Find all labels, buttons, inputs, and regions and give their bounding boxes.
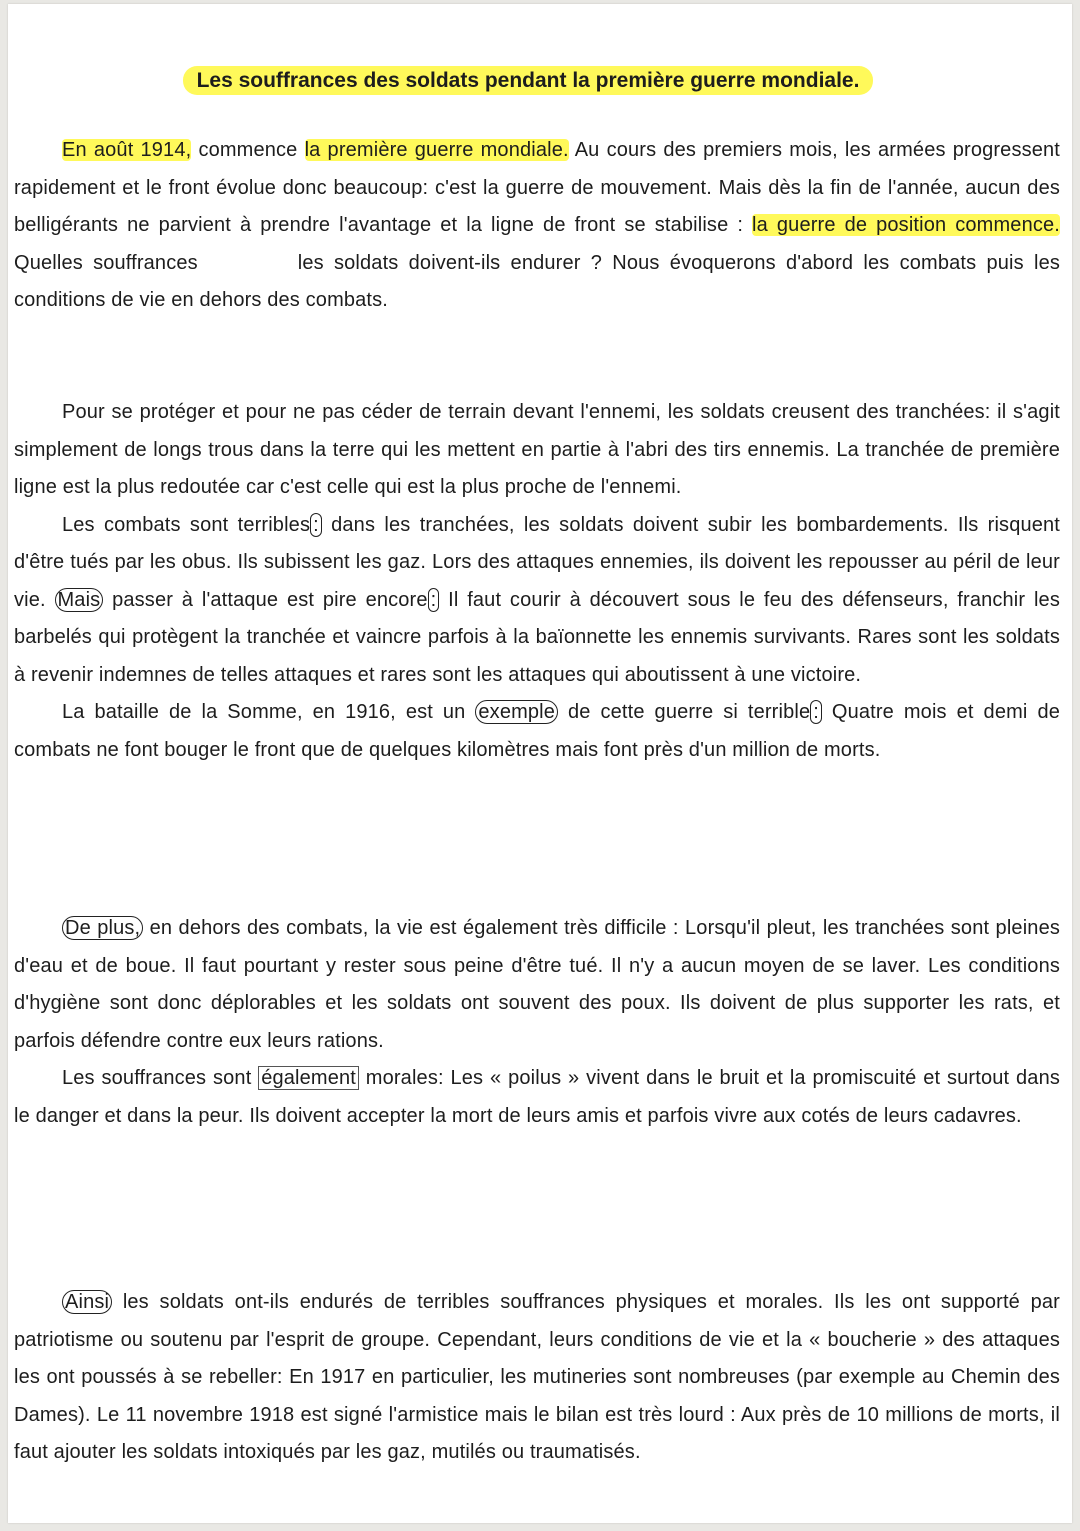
part1-paragraph-2: Les combats sont terribles : dans les tranchées, les soldats doivent subir les bombardements. Ils risquent d'être tués par les obus. Ils subissent les gaz. Lors des attaques ennemies, ils doivent les repousser au péril de leur vie. Mais passer à l'attaque est pire encore : Il faut courir à découvert sous le feu des défenseurs, franchir les barbelés qui protègent la tranchée et vaincre parfois à la baïonnette les ennemis survivants. Rares sont les soldats à revenir indemnes de telles attaques et rares sont les attaques qui aboutissent à une victoire.	[14, 513, 1060, 686]
boxed-egalement: également	[258, 1066, 359, 1090]
highlight-date: En août 1914,	[62, 139, 192, 161]
document-page	[8, 4, 1072, 1523]
circled-mais: Mais	[55, 588, 104, 612]
part1-paragraph-3: La bataille de la Somme, en 1916, est un exemple de cette guerre si terrible : Quatre mois et demi de combats ne font bouger le front que de quelques kilomètres mais font près d'un million de morts.	[14, 701, 1060, 761]
circled-colon-3: :	[810, 700, 822, 724]
circled-colon-2: :	[428, 588, 440, 612]
highlight-position: la guerre de position commence.	[752, 214, 1060, 236]
conclusion-paragraph: Ainsi les soldats ont-ils endurés de terribles souffrances physiques et morales. Ils les ont supporté par patriotisme ou soutenu par l'esprit de groupe. Cependant, leurs conditions de vie et la « boucherie » des attaques les ont poussés à se rebeller: En 1917 en particulier, les mutineries sont nombreuses (par exemple au Chemin des Dames). Le 11 novembre 1918 est signé l'armistice mais le bilan est très lourd : Aux près de 10 millions de morts, il faut ajouter les soldats intoxiqués par les gaz, mutilés ou traumatisés.	[14, 1291, 1060, 1463]
circled-ainsi: Ainsi	[62, 1290, 112, 1314]
title-text: Les souffrances des soldats pendant la première guerre mondiale.	[183, 66, 874, 95]
highlight-war: la première guerre mondiale.	[304, 139, 569, 161]
circled-de-plus: De plus,	[62, 916, 143, 940]
circled-colon: :	[310, 513, 322, 537]
part1-section	[14, 394, 1060, 769]
part1-paragraph-1: Pour se protéger et pour ne pas céder de terrain devant l'ennemi, les soldats creusent des tranchées: il s'agit simplement de longs trous dans la terre qui les mettent en partie à l'abri des tirs ennemis. La tranchée de première ligne est la plus redoutée car c'est celle qui est la plus proche de l'ennemi.	[14, 401, 1060, 498]
document-title	[128, 62, 928, 100]
part2-paragraph-1: De plus, en dehors des combats, la vie est également très difficile : Lorsqu'il pleut, les tranchées sont pleines d'eau et de boue. Il faut pourtant y rester sous peine d'être tué. Il n'y a aucun moyen de se laver. Les conditions d'hygiène sont donc déplorables et les soldats ont souvent des poux. Ils doivent de plus supporter les rats, et parfois défendre contre eux leurs rations.	[14, 917, 1060, 1052]
intro-paragraph: En août 1914, commence la première guerre mondiale. Au cours des premiers mois, les armées progressent rapidement et le front évolue donc beaucoup: c'est la guerre de mouvement. Mais dès la fin de l'année, aucun des belligérants ne parvient à prendre l'avantage et la ligne de front se stabilise : la guerre de position commence. Quelles souffrances les soldats doivent-ils endurer ? Nous évoquerons d'abord les combats puis les conditions de vie en dehors des combats.	[14, 139, 1060, 311]
part2-paragraph-2: Les souffrances sont également morales: Les « poilus » vivent dans le bruit et la promiscuité et surtout dans le danger et dans la peur. Ils doivent accepter la mort de leurs amis et parfois vivre aux cotés de leurs cadavres.	[14, 1067, 1060, 1127]
part2-section	[14, 910, 1060, 1135]
circled-exemple: exemple	[475, 700, 558, 724]
